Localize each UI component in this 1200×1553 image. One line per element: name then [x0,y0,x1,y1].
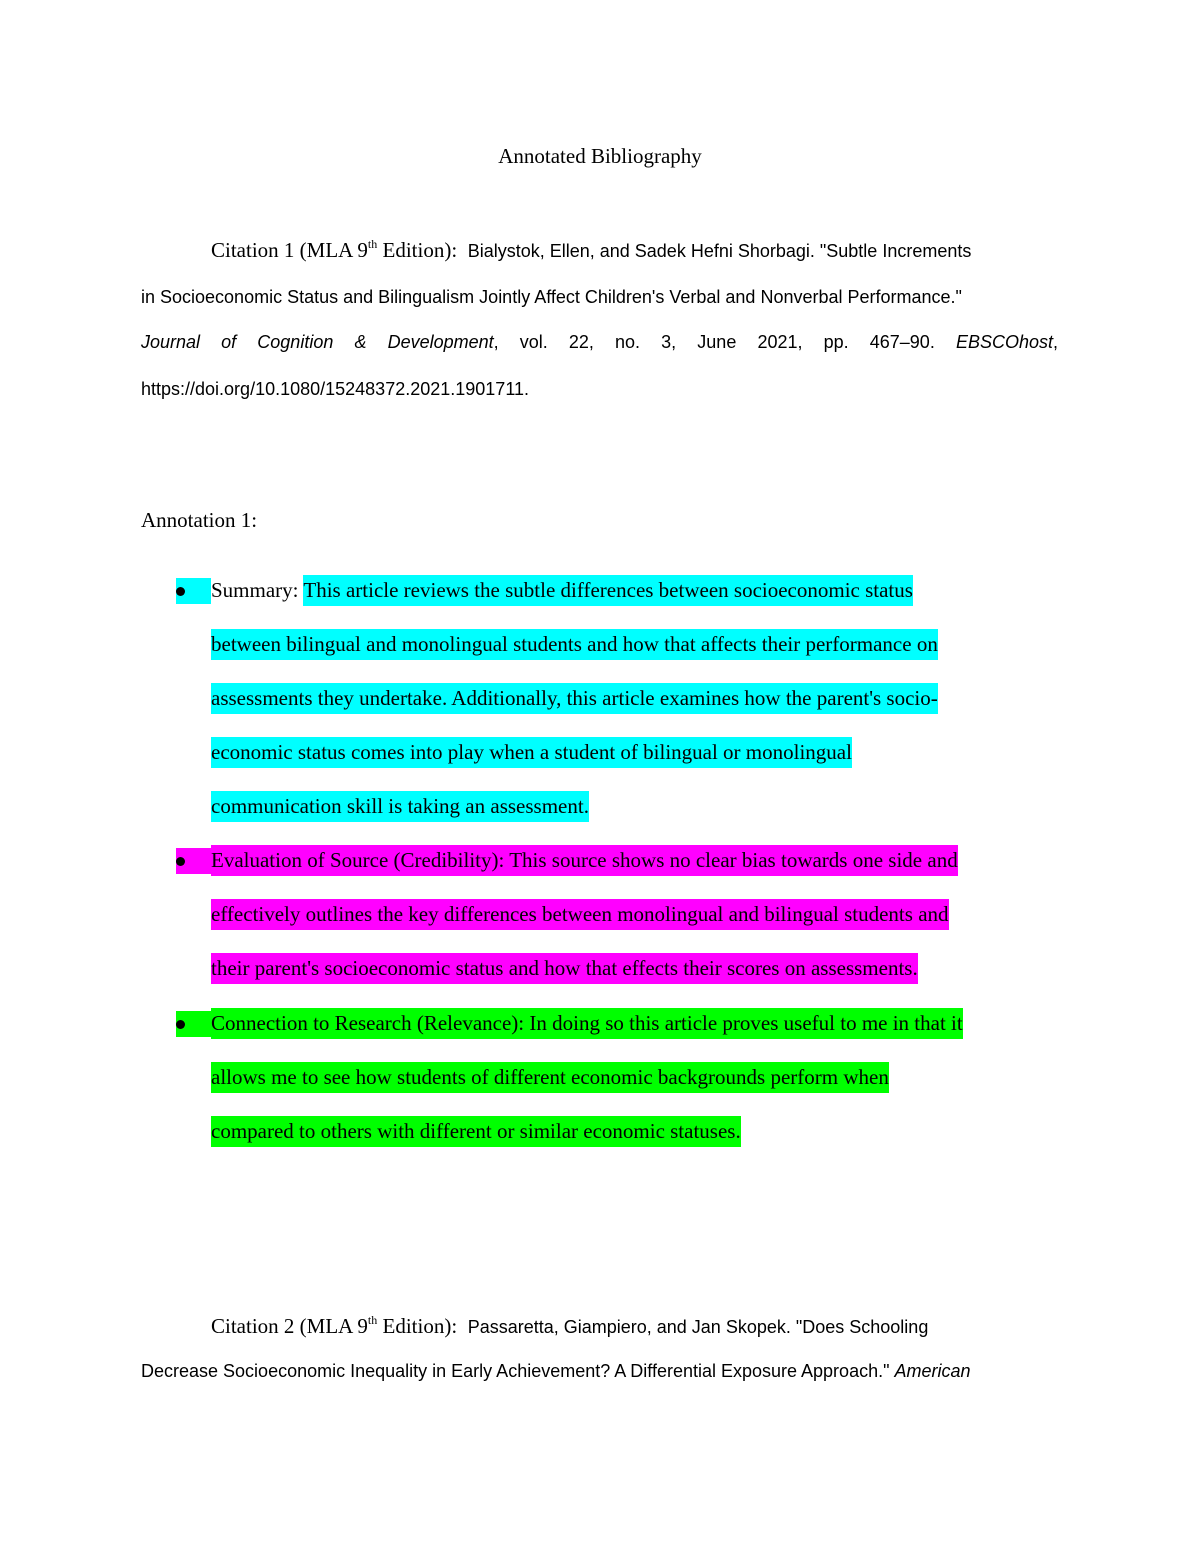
evaluation-line-3: their parent's socioeconomic status and how that effects their scores on assessments. [211,958,918,979]
summary-line-1: Summary: This article reviews the subtle differences between socioeconomic status [211,580,913,601]
summary-line-3: assessments they undertake. Additionally, this article examines how the parent's socio- [211,688,938,709]
connection-bullet [176,1011,211,1037]
connection-line-3: compared to others with different or similar economic statuses. [211,1121,741,1142]
citation-2-label: Citation 2 (MLA 9th Edition): [211,1313,458,1338]
summary-label: Summary: [211,578,304,602]
connection-line-1: Connection to Research (Relevance): In doing so this article proves useful to me in that it [211,1013,963,1034]
citation-1-text-line-1: Bialystok, Ellen, and Sadek Hefni Shorbagi. "Subtle Increments [467,241,972,261]
summary-line-2: between bilingual and monolingual students and how that affects their performance on [211,634,938,655]
citation-1-database: EBSCOhost [955,332,1053,352]
citation-1-first-line [211,237,972,262]
annotation-1-heading: Annotation 1: [141,508,258,532]
citation-1-doi-link[interactable]: https://doi.org/10.1080/15248372.2021.1901711. [141,379,530,399]
citation-2-first-line [211,1313,929,1338]
citation-2-journal-start: American [894,1361,971,1381]
citation-2-text-line-1: Passaretta, Giampiero, and Jan Skopek. "Does Schooling [467,1317,929,1337]
evaluation-line-2: effectively outlines the key differences between monolingual and bilingual students and [211,904,949,925]
bullet-icon [176,1020,185,1029]
citation-1-label: Citation 1 (MLA 9th Edition): [211,237,458,262]
evaluation-line-1: Evaluation of Source (Credibility): This source shows no clear bias towards one side and [211,850,958,871]
citation-2-text-line-2: Decrease Socioeconomic Inequality in Early Achievement? A Differential Exposure Approach." American [141,1361,971,1381]
summary-line-5: communication skill is taking an assessment. [211,796,589,817]
bullet-icon [176,587,185,596]
bullet-icon [176,857,185,866]
page-title: Annotated Bibliography [498,144,702,168]
summary-bullet [176,578,211,604]
citation-1-text-line-2: in Socioeconomic Status and Bilingualism Jointly Affect Children's Verbal and Nonverbal Performance." [141,287,962,307]
evaluation-bullet [176,848,211,874]
summary-line-4: economic status comes into play when a student of bilingual or monolingual [211,742,852,763]
citation-1-text-line-3: Journal of Cognition & Development, vol. 22, no. 3, June 2021, pp. 467–90. EBSCOhost, [141,332,1058,352]
connection-line-2: allows me to see how students of different economic backgrounds perform when [211,1067,889,1088]
citation-1-journal: Journal of Cognition & Development [141,332,494,352]
